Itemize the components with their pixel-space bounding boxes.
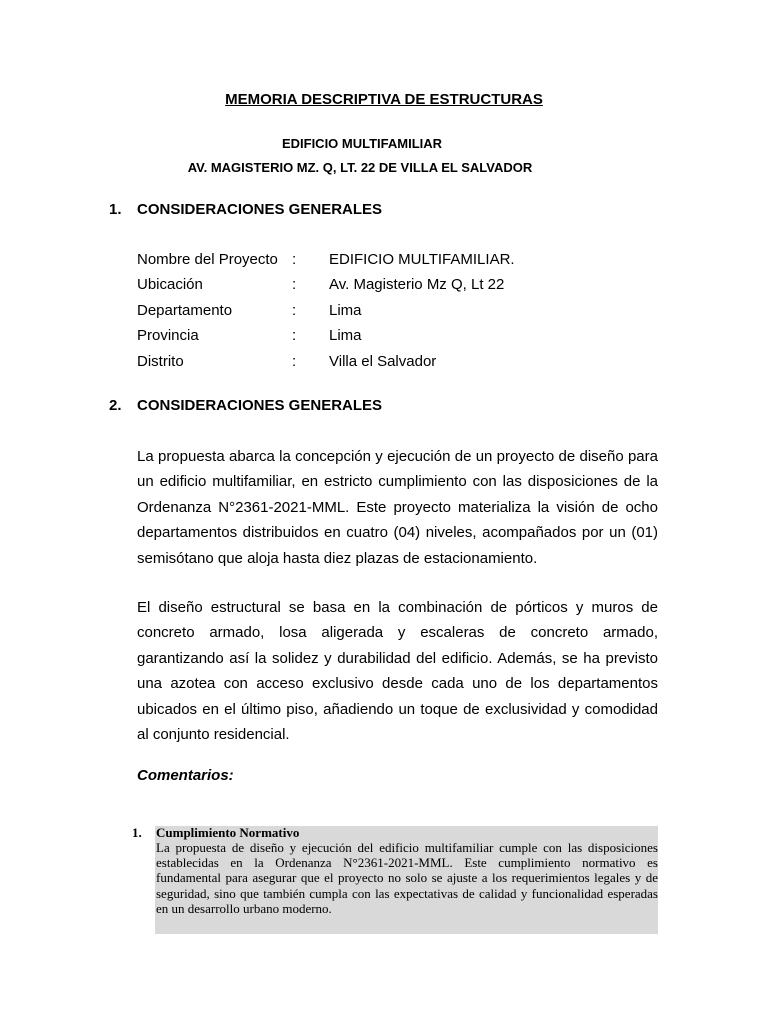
document-subtitle-address: AV. MAGISTERIO MZ. Q, LT. 22 DE VILLA EL SALVADOR: [187, 160, 533, 175]
comment-item-number: 1.: [132, 825, 142, 840]
info-colon: :: [292, 276, 297, 294]
info-label: Distrito: [137, 352, 184, 370]
section-1-heading: [109, 201, 382, 218]
info-label: Provincia: [137, 327, 199, 345]
document-title: MEMORIA DESCRIPTIVA DE ESTRUCTURAS: [225, 91, 543, 108]
info-colon: :: [292, 327, 297, 345]
info-value: Villa el Salvador: [329, 352, 437, 370]
info-colon: :: [292, 301, 297, 319]
section-2-heading: [109, 397, 382, 414]
info-value: Lima: [329, 327, 362, 345]
section-2-title: CONSIDERACIONES GENERALES: [137, 397, 383, 414]
info-value: Av. Magisterio Mz Q, Lt 22: [329, 276, 505, 294]
comment-item-title: Cumplimiento Normativo: [156, 825, 300, 840]
info-value: EDIFICIO MULTIFAMILIAR.: [329, 251, 515, 268]
info-colon: :: [292, 352, 297, 370]
section-2-number: 2.: [109, 397, 122, 414]
comments-heading: Comentarios:: [137, 767, 234, 784]
info-colon: :: [292, 251, 297, 268]
info-label: Ubicación: [137, 276, 203, 294]
comment-item-body: La propuesta de diseño y ejecución del edificio multifamiliar cumple con las disposiciones establecidas en la Ordenanza N°2361-2021-MML. Este cumplimiento normativo es fundamental para asegurar que el proyecto no solo se ajuste a los requerimientos legales y de seguridad, sino que también cumpla con las expectativas de calidad y funcionalidad esperadas en un desarrollo urbano moderno.: [156, 840, 658, 916]
section-1-title: CONSIDERACIONES GENERALES: [137, 201, 383, 218]
info-label: Nombre del Proyecto: [137, 251, 278, 268]
section-2-paragraph-2: El diseño estructural se basa en la combinación de pórticos y muros de concreto armado, losa aligerada y escaleras de concreto armado, garantizando así la solidez y durabilidad del edificio. Además, se ha previsto una azotea con acceso exclusivo desde cada uno de los departamentos ubicados en el último piso, añadiendo un toque de exclusividad y comodidad al conjunto residencial.: [137, 599, 658, 744]
section-1-number: 1.: [109, 201, 122, 218]
section-2-paragraph-1: La propuesta abarca la concepción y ejecución de un proyecto de diseño para un edificio multifamiliar, en estricto cumplimiento con las disposiciones de la Ordenanza N°2361-2021-MML. Este proyecto materializa la visión de ocho departamentos distribuidos en cuatro (04) niveles, acompañados por un (01) semisótano que aloja hasta diez plazas de estacionamiento.: [137, 448, 658, 567]
info-value: Lima: [329, 301, 362, 319]
info-label: Departamento: [137, 301, 233, 319]
document-subtitle-project: EDIFICIO MULTIFAMILIAR: [281, 136, 443, 151]
